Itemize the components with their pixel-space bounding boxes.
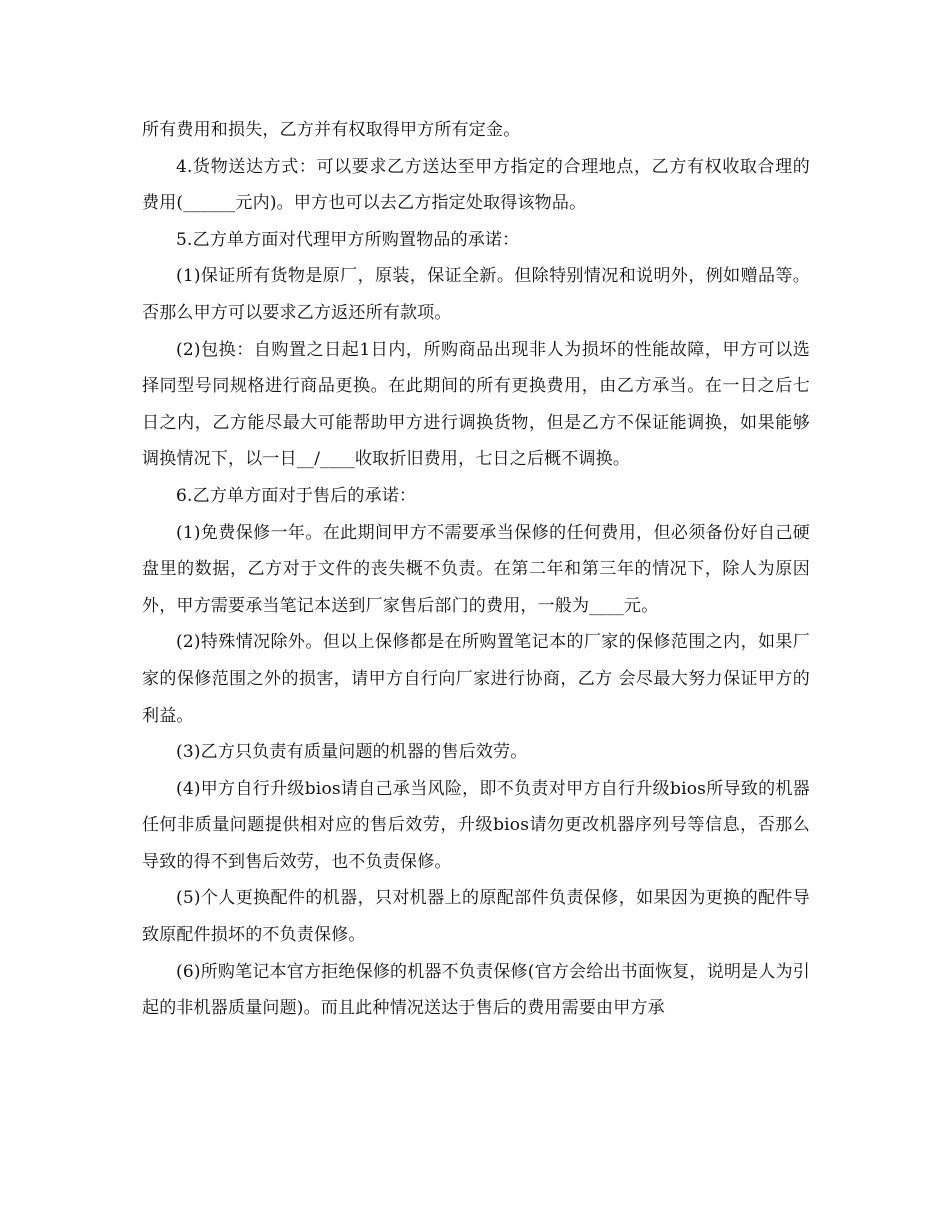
paragraph-after-sales-heading: 6.乙方单方面对于售后的承诺： <box>176 485 417 506</box>
paragraph-exchange-policy: (2)包换：自购置之日起1日内，所购商品出现非人为损坏的性能故障，甲方可以选择同型号同规格进行商品更换。在此期间的所有更换费用，由乙方承当。在一日之后七日之内，乙方能尽最大可能帮助甲方进行调换货物，但是乙方不保证能调换，如果能够调换情况下，以一日__/____收取折旧费用，七日之后概不调换。 <box>142 339 810 470</box>
paragraph-delivery-method: 4.货物送达方式：可以要求乙方送达至甲方指定的合理地点，乙方有权收取合理的费用(______元内)。甲方也可以去乙方指定处取得该物品。 <box>142 156 810 214</box>
paragraph-official-refusal: (6)所购笔记本官方拒绝保修的机器不负责保修(官方会给出书面恢复，说明是人为引起的非机器质量问题)。而且此种情况送达于售后的费用需要由甲方承 <box>142 961 810 1019</box>
paragraph-costs-and-deposit: 所有费用和损失，乙方并有权取得甲方所有定金。 <box>142 120 521 140</box>
paragraph-purchase-commitment-heading: 5.乙方单方面对代理甲方所购置物品的承诺： <box>176 229 520 250</box>
paragraph-quality-issues-only: (3)乙方只负责有质量问题的机器的售后效劳。 <box>176 742 528 763</box>
paragraph-replaced-parts: (5)个人更换配件的机器，只对机器上的原配部件负责保修，如果因为更换的配件导致原配件损坏的不负责保修。 <box>142 888 810 946</box>
paragraph-special-cases: (2)特殊情况除外。但以上保修都是在所购置笔记本的厂家的保修范围之内，如果厂家的保修范围之外的损害，请甲方自行向厂家进行协商，乙方 会尽最大努力保证甲方的利益。 <box>142 632 810 726</box>
document-page <box>142 112 810 1027</box>
paragraph-free-warranty: (1)免费保修一年。在此期间甲方不需要承当保修的任何费用，但必须备份好自己硬盘里的数据，乙方对于文件的丧失概不负责。在第二年和第三年的情况下，除人为原因外，甲方需要承当笔记本送到厂家售后部门的费用，一般为____元。 <box>142 522 810 616</box>
paragraph-original-goods-guarantee: (1)保证所有货物是原厂，原装，保证全新。但除特别情况和说明外，例如赠品等。否那么甲方可以要求乙方返还所有款项。 <box>142 266 810 323</box>
paragraph-bios-upgrade: (4)甲方自行升级bios请自己承当风险，即不负责对甲方自行升级bios所导致的机器任何非质量问题提供相对应的售后效劳，升级bios请勿更改机器序列号等信息，否那么导致的得不到售后效劳，也不负责保修。 <box>142 778 810 872</box>
